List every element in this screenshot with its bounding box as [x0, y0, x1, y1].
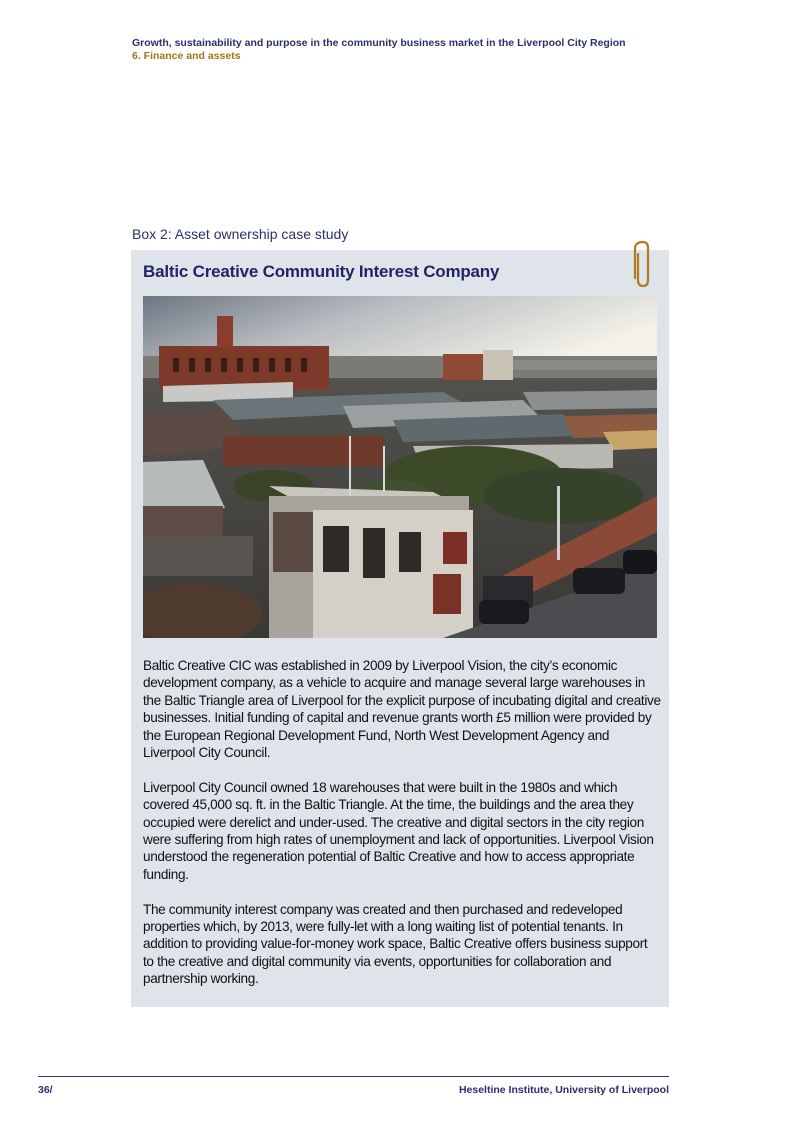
paperclip-icon: [632, 240, 654, 288]
box-caption: Box 2: Asset ownership case study: [132, 226, 349, 242]
footer-divider: [38, 1076, 669, 1077]
case-study-title: Baltic Creative Community Interest Company: [143, 262, 500, 281]
case-study-body: [143, 657, 661, 1005]
footer-organisation: Heseltine Institute, University of Liverpool: [458, 1084, 669, 1096]
running-header: [132, 37, 732, 63]
paragraph-2: Liverpool City Council owned 18 warehouses that were built in the 1980s and which covered 45,000 sq. ft. in the Baltic Triangle. At the time, the buildings and the area they occupied were derelict and under-used. The creative and digital sectors in the city region were suffering from high rates of unemployment and lack of opportunities. Liverpool Vision understood the regeneration potential of Baltic Creative and how to access appropriate funding.: [143, 779, 654, 882]
paragraph-3: The community interest company was created and then purchased and redeveloped properties which, by 2013, were fully-let with a long waiting list of potential tenants. In addition to providing value-for-money work space, Baltic Creative offers business support to the creative and digital community via events, opportunities for collaboration and partnership working.: [143, 901, 648, 987]
case-study-photo: [143, 296, 657, 638]
report-title: Growth, sustainability and purpose in the community business market in the Liverpool City Region: [132, 37, 626, 49]
page-number: 36/: [38, 1084, 53, 1096]
case-study-box: [131, 250, 669, 1007]
section-title: 6. Finance and assets: [132, 50, 241, 62]
paragraph-1: Baltic Creative CIC was established in 2009 by Liverpool Vision, the city’s economic development company, as a vehicle to acquire and manage several large warehouses in the Baltic Triangle area of Liverpool for the explicit purpose of incubating digital and creative businesses. Initial funding of capital and revenue grants worth £5 million were provided by the European Regional Development Fund, North West Development Agency and Liverpool City Council.: [143, 658, 661, 761]
